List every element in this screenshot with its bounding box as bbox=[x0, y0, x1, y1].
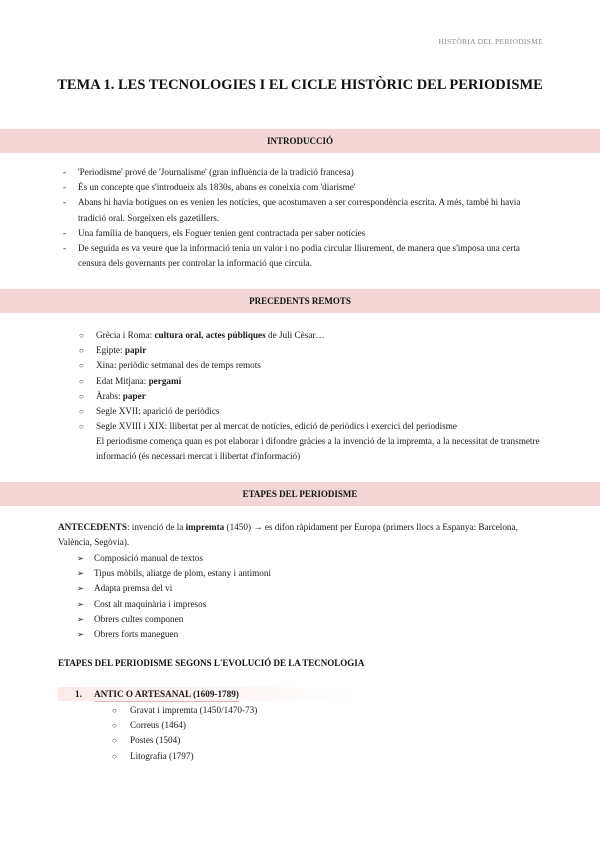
list-item: ○ Correus (1464) bbox=[130, 718, 430, 733]
page-title: TEMA 1. LES TECNOLOGIES I EL CICLE HISTÒRIC DEL PERIODISME bbox=[57, 77, 543, 93]
arrow-marker: ➢ bbox=[77, 553, 85, 563]
dash-marker: - bbox=[63, 182, 67, 193]
list-item: - Abans hi havia botigues on es venien les notícies, que acostumaven a ser correspondència escrita. A més, també hi havia tradició oral. Sorgeixen els gazetillers. bbox=[63, 197, 521, 223]
list-item: - Una família de banquers, els Foguer tenien gent contractada per saber notícies bbox=[78, 226, 544, 241]
list-item: ○ Egipte: papir bbox=[96, 343, 546, 358]
list-item: ○ Gravat i impremta (1450/1470-73) bbox=[130, 703, 430, 718]
stage-label: ANTIC O ARTESANAL (1609-1789) bbox=[94, 687, 239, 702]
arrow-marker: ➢ bbox=[77, 598, 85, 609]
list-item: ○ Àrabs: paper bbox=[96, 389, 546, 404]
arrow-marker: ➢ bbox=[77, 568, 85, 579]
list-item: ○ Xina: periòdic setmanal des de temps remots bbox=[96, 358, 546, 373]
list-item: ➢ Adapta premsa del vi bbox=[94, 581, 514, 596]
antecedents-paragraph: ANTECEDENTS: invenció de la impremta (1450) → es difon ràpidament per Europa (primers llocs a Espanya: Barcelona, València, Segòvia). bbox=[58, 522, 518, 548]
stage-1-heading bbox=[58, 687, 358, 701]
precedents-note: El periodisme comença quan es pot elaborar i difondre gràcies a la invenció de la impremta, a la necessitat de transmetre informació (és necessari mercat i llibertat d'informació) bbox=[96, 436, 540, 462]
list-item: ○ Segle XVIII i XIX: llibertat per al mercat de notícies, edició de periòdics i exercici del periodisme bbox=[96, 419, 546, 434]
introduccio-list bbox=[63, 165, 544, 271]
list-item: - És un concepte que s'introdueix als 1830s, abans es coneixia com 'diarisme' bbox=[78, 180, 544, 195]
stage-number: 1. bbox=[75, 689, 82, 699]
list-item: ➢ Tipus mòbils, aliatge de plom, estany i antimoni bbox=[94, 566, 514, 581]
circle-marker: ○ bbox=[79, 346, 84, 356]
dash-marker: - bbox=[63, 167, 67, 177]
list-item: - 'Periodisme' prové de 'Journalisme' (gran influència de la tradició francesa) bbox=[78, 165, 544, 180]
section-heading-introduccio: INTRODUCCIÓ bbox=[0, 129, 600, 153]
subheading-etapes-tecnologia: ETAPES DEL PERIODISME SEGONS L'EVOLUCIÓ DE LA TECNOLOGIA bbox=[58, 658, 365, 668]
list-item: - De seguida es va veure que la informació tenia un valor i no podia circular lliurement, de manera que s'imposa una certa censura dels governants per controlar la informació que circula. bbox=[63, 243, 520, 269]
circle-marker: ○ bbox=[79, 407, 84, 417]
list-item: ➢ Obrers forts maneguen bbox=[94, 627, 514, 642]
section-heading-precedents: PRECEDENTS REMOTS bbox=[0, 289, 600, 313]
running-header: HISTÒRIA DEL PERIODISME bbox=[438, 37, 543, 46]
section-heading-etapes: ETAPES DEL PERIODISME bbox=[0, 482, 600, 506]
list-item: ○ Grècia i Roma: cultura oral, actes públiques de Juli Cèsar… bbox=[96, 328, 546, 343]
stage-1-list bbox=[112, 703, 430, 764]
circle-marker: ○ bbox=[79, 331, 84, 340]
dash-marker: - bbox=[63, 197, 67, 208]
list-item: ➢ Obrers cultes componen bbox=[94, 612, 514, 627]
antecedents-list bbox=[77, 551, 514, 642]
circle-marker: ○ bbox=[112, 751, 117, 761]
dash-marker: - bbox=[63, 243, 67, 254]
list-item: ○ Segle XVII: aparició de periòdics bbox=[96, 404, 546, 419]
circle-marker: ○ bbox=[79, 376, 84, 386]
circle-marker: ○ bbox=[112, 736, 117, 746]
circle-marker: ○ bbox=[112, 721, 117, 731]
arrow-marker: ➢ bbox=[77, 613, 85, 624]
list-item: ○ Postes (1504) bbox=[130, 733, 430, 748]
circle-marker: ○ bbox=[79, 422, 84, 432]
arrow-marker: ➢ bbox=[77, 629, 85, 640]
circle-marker: ○ bbox=[79, 391, 84, 401]
circle-marker: ○ bbox=[112, 706, 117, 715]
list-item: ➢ Cost alt maquinària i impresos bbox=[94, 597, 514, 612]
arrow-marker: ➢ bbox=[77, 583, 85, 594]
list-item: ➢ Composició manual de textos bbox=[94, 551, 514, 566]
list-item: ○ Edat Mitjana: pergamí bbox=[96, 374, 546, 389]
list-item: ○ Litografia (1797) bbox=[130, 749, 430, 764]
circle-marker: ○ bbox=[79, 361, 84, 371]
precedents-list bbox=[79, 328, 546, 434]
dash-marker: - bbox=[63, 227, 67, 238]
